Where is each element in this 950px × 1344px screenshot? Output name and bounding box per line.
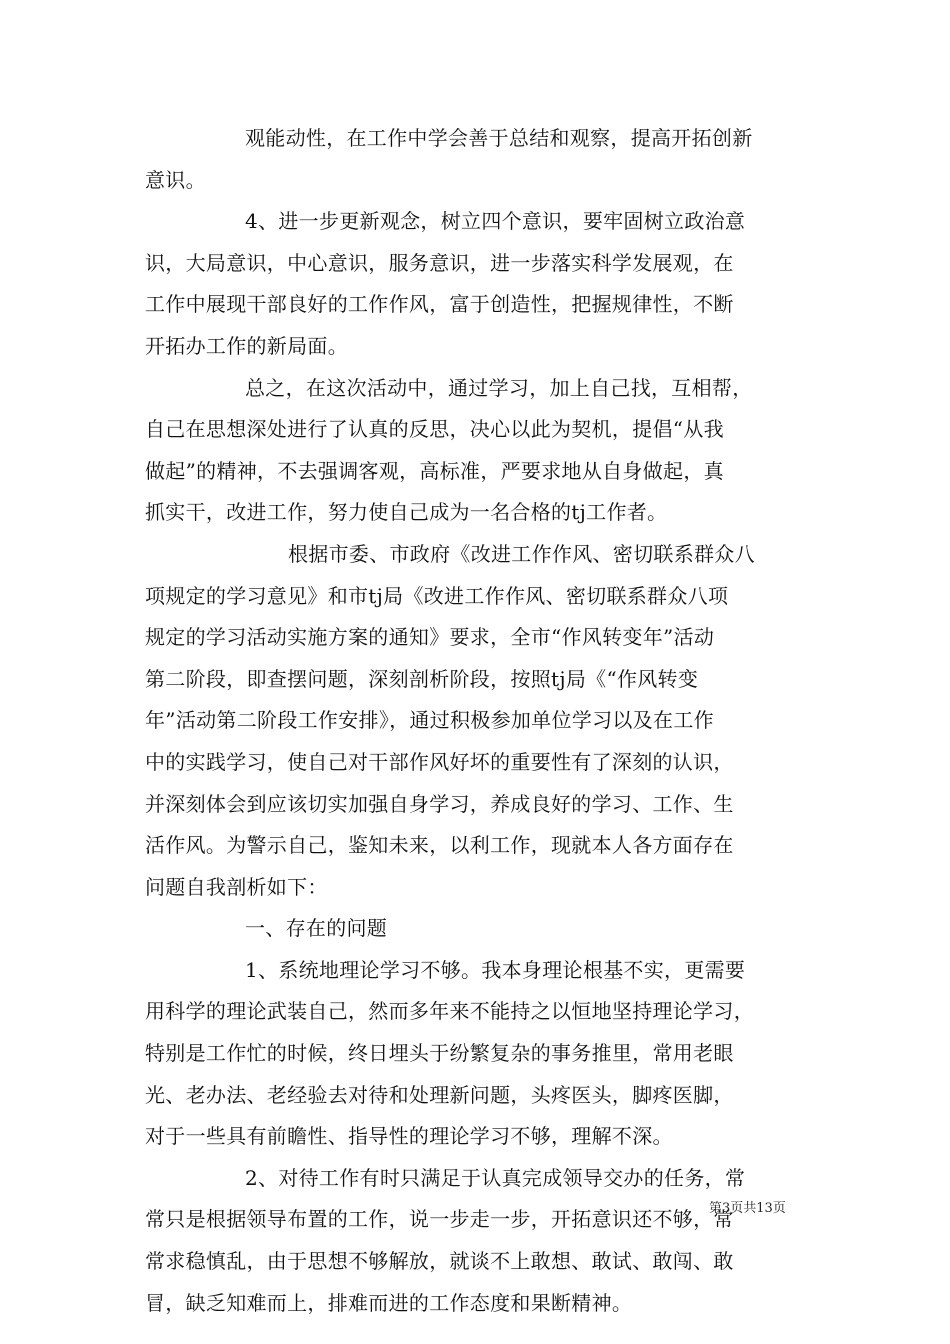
text-line: 中的实践学习，使自己对干部作风好坏的重要性有了深刻的认识， — [145, 749, 734, 774]
text-line: 2、对待工作有时只满足于认真完成领导交办的任务，常 — [245, 1165, 746, 1190]
text-line: 做起”的精神，不去强调客观，高标准，严要求地从自身做起，真 — [145, 458, 724, 483]
text-line: 并深刻体会到应该切实加强自身学习，养成良好的学习、工作、生 — [145, 791, 734, 816]
page-number: 第3页共13页 — [709, 1201, 786, 1216]
text-line: 意识。 — [145, 167, 206, 192]
body-text — [145, 118, 815, 1324]
text-line: 4、进一步更新观念，树立四个意识，要牢固树立政治意 — [245, 209, 746, 234]
text-line: 自己在思想深处进行了认真的反思，决心以此为契机，提倡“从我 — [145, 417, 724, 442]
text-line: 用科学的理论武装自己，然而多年来不能持之以恒地坚持理论学习， — [145, 999, 754, 1024]
text-line: 根据市委、市政府《改进工作作风、密切联系群众八 — [288, 541, 755, 566]
text-line: 开拓办工作的新局面。 — [145, 333, 348, 358]
text-line: 光、老办法、老经验去对待和处理新问题，头疼医头，脚疼医脚， — [145, 1082, 734, 1107]
text-line: 一、存在的问题 — [245, 916, 388, 941]
text-line: 识，大局意识，中心意识，服务意识，进一步落实科学发展观，在 — [145, 250, 734, 275]
text-line: 项规定的学习意见》和市tj局《改进工作作风、密切联系群众八项 — [145, 583, 729, 608]
text-line: 工作中展现干部良好的工作作风，富于创造性，把握规律性，不断 — [145, 292, 734, 317]
text-line: 抓实干，改进工作，努力使自己成为一名合格的tj工作者。 — [145, 500, 668, 525]
text-line: 常只是根据领导布置的工作，说一步走一步，开拓意识还不够，常 — [145, 1207, 734, 1232]
text-line: 年”活动第二阶段工作安排》，通过积极参加单位学习以及在工作 — [145, 708, 714, 733]
text-line: 冒，缺乏知难而上，排难而进的工作态度和果断精神。 — [145, 1290, 633, 1315]
text-line: 问题自我剖析如下： — [145, 874, 328, 899]
text-line: 第二阶段，即查摆问题，深刻剖析阶段，按照tj局《“作风转变 — [145, 666, 699, 691]
text-line: 常求稳慎乱，由于思想不够解放，就谈不上敢想、敢试、敢闯、敢 — [145, 1249, 734, 1274]
text-line: 特别是工作忙的时候，终日埋头于纷繁复杂的事务推里，常用老眼 — [145, 1041, 734, 1066]
text-line: 总之，在这次活动中，通过学习，加上自己找，互相帮， — [245, 375, 753, 400]
text-line: 1、系统地理论学习不够。我本身理论根基不实，更需要 — [245, 957, 746, 982]
text-line: 对于一些具有前瞻性、指导性的理论学习不够，理解不深。 — [145, 1124, 673, 1149]
text-line: 规定的学习活动实施方案的通知》要求，全市“作风转变年”活动 — [145, 625, 715, 650]
text-line: 观能动性，在工作中学会善于总结和观察，提高开拓创新 — [245, 126, 753, 150]
text-line: 活作风。为警示自己，鉴知未来，以利工作，现就本人各方面存在 — [145, 833, 734, 858]
